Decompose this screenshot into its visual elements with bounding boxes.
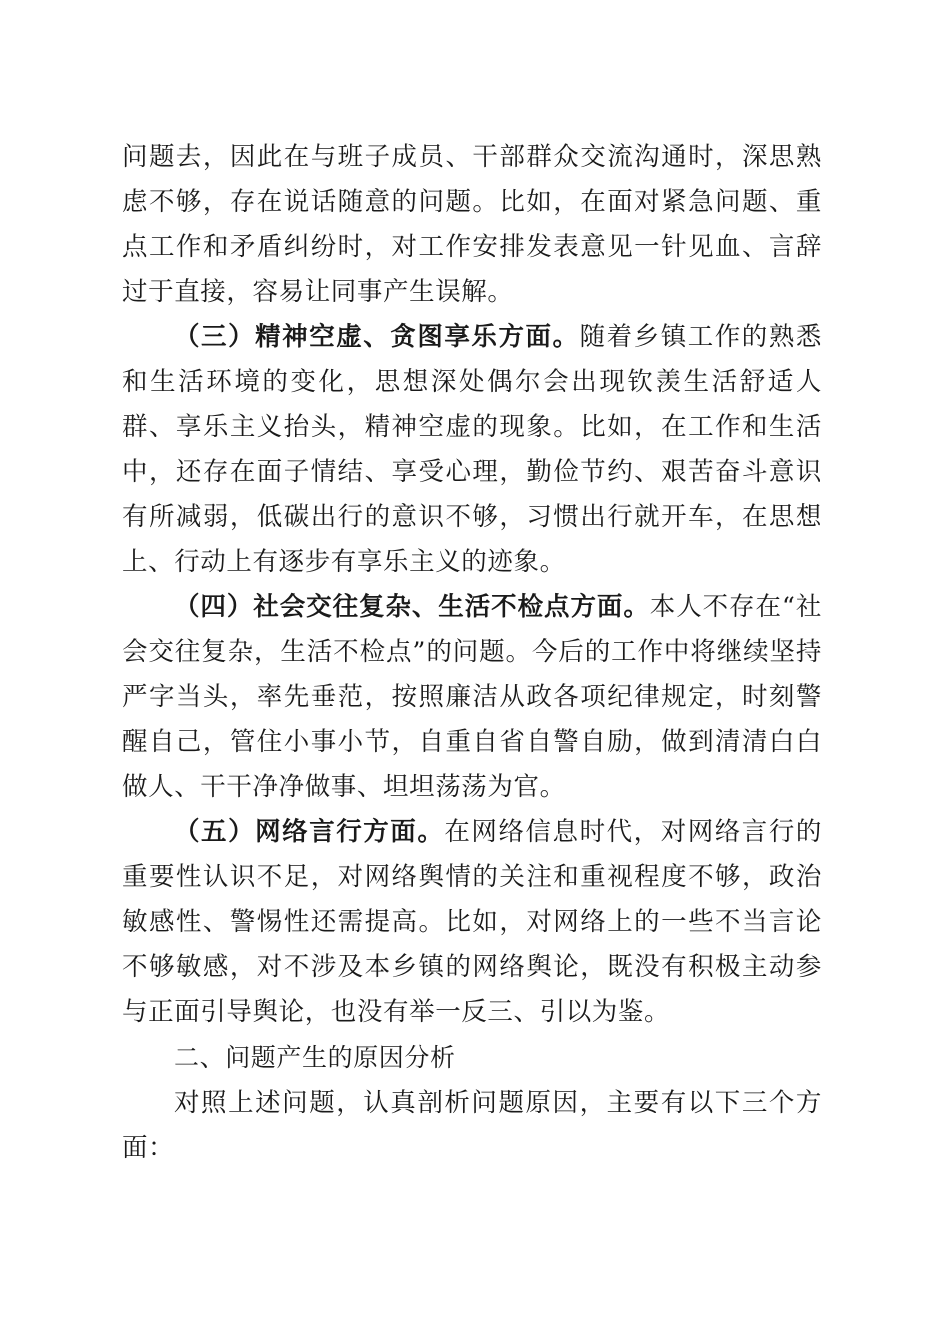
paragraph-lead: （四）社会交往复杂、生活不检点方面。 bbox=[174, 592, 650, 622]
paragraph-lead: （三）精神空虚、贪图享乐方面。 bbox=[174, 322, 580, 352]
paragraph-section-3 bbox=[122, 315, 822, 585]
paragraph-section-4 bbox=[122, 585, 822, 810]
document-page bbox=[122, 135, 822, 1171]
paragraph-text: 随着乡镇工作的熟悉和生活环境的变化，思想深处偶尔会出现钦羡生活舒适人群、享乐主义抬头，精神空虚的现象。比如，在工作和生活中，还存在面子情结、享受心理，勤俭节约、艰苦奋斗意识有所减弱，低碳出行的意识不够，习惯出行就开车，在思想上、行动上有逐步有享乐主义的迹象。 bbox=[122, 322, 822, 577]
paragraph-continuation bbox=[122, 135, 822, 315]
section-intro: 对照上述问题，认真剖析问题原因，主要有以下三个方面： bbox=[122, 1088, 822, 1163]
paragraph-text: 问题去，因此在与班子成员、干部群众交流沟通时，深思熟虑不够，存在说话随意的问题。比如，在面对紧急问题、重点工作和矛盾纠纷时，对工作安排发表意见一针见血、言辞过于直接，容易让同事产生误解。 bbox=[122, 142, 822, 307]
paragraph-text: 本人不存在“社会交往复杂，生活不检点”的问题。今后的工作中将继续坚持严字当头，率先垂范，按照廉洁从政各项纪律规定，时刻警醒自己，管住小事小节，自重自省自警自励，做到清清白白做人、干干净净做事、坦坦荡荡为官。 bbox=[122, 592, 822, 802]
paragraph-text: 在网络信息时代，对网络言行的重要性认识不足，对网络舆情的关注和重视程度不够，政治敏感性、警惕性还需提高。比如，对网络上的一些不当言论不够敏感，对不涉及本乡镇的网络舆论，既没有积极主动参与正面引导舆论，也没有举一反三、引以为鉴。 bbox=[122, 817, 822, 1027]
paragraph-section-5 bbox=[122, 810, 822, 1035]
section-heading: 二、问题产生的原因分析 bbox=[174, 1043, 456, 1072]
paragraph-lead: （五）网络言行方面。 bbox=[174, 817, 445, 847]
